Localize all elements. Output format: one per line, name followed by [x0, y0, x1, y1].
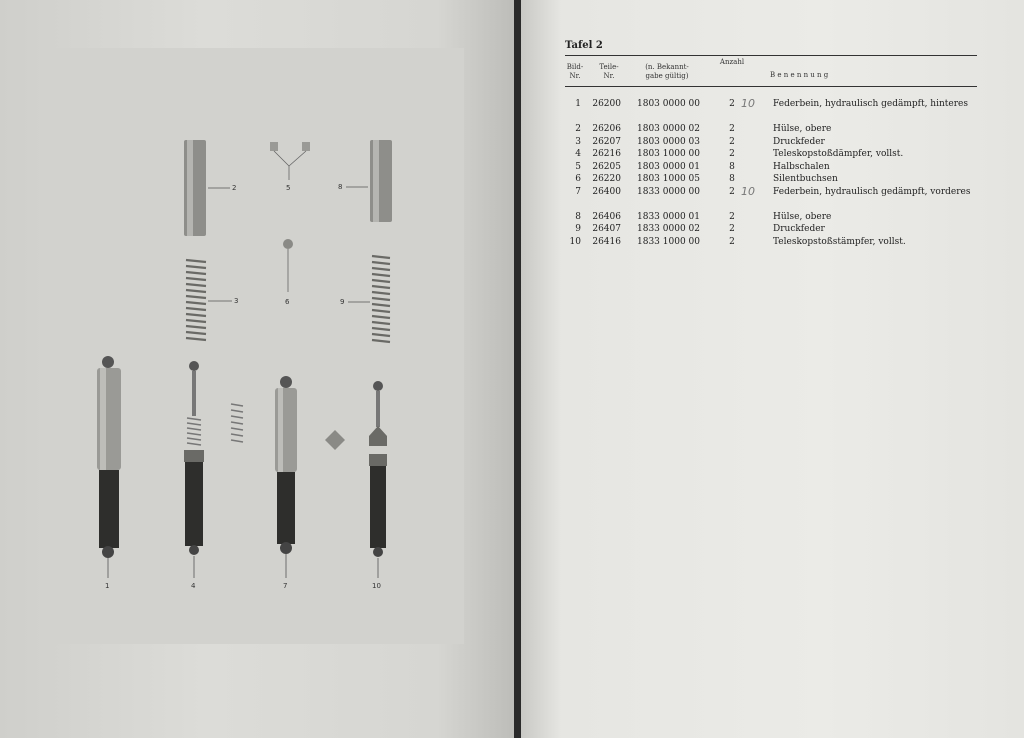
- cell-nr: 1833 0000 01: [637, 211, 700, 222]
- table-row: [565, 211, 985, 224]
- small-spring: [231, 404, 243, 442]
- book-gutter: [514, 0, 521, 738]
- cell-anzahl: 2: [729, 124, 735, 134]
- header-teile: Teile- Nr.: [599, 63, 619, 80]
- cell-benennung: Federbein, hydraulisch gedämpft, hinteres: [773, 99, 968, 109]
- cell-nr: 1833 1000 00: [637, 236, 700, 247]
- cell-teil: 26406: [592, 211, 621, 222]
- parts-illustration: [44, 48, 464, 644]
- header-rule-top: [565, 55, 977, 56]
- cell-teil: 26416: [592, 236, 621, 247]
- label-8: 8: [338, 183, 343, 191]
- cell-bild: 9: [575, 224, 581, 234]
- parts-table: [565, 98, 985, 248]
- damper-part-4: [184, 361, 204, 555]
- cell-anzahl: 2: [729, 149, 735, 159]
- cell-nr: 1803 0000 01: [637, 161, 700, 172]
- header-bekannt: (n. Bekannt- gabe gültig): [645, 63, 689, 80]
- table-row: [565, 123, 985, 136]
- cell-anzahl: 2: [729, 236, 735, 247]
- cell-benennung: Teleskopstoßstämpfer, vollst.: [773, 236, 906, 247]
- label-1: 1: [105, 582, 110, 590]
- page-title: Tafel 2: [565, 40, 603, 51]
- cell-anzahl: 2: [729, 99, 735, 109]
- cell-bild: 6: [575, 174, 581, 184]
- cell-benennung: Silentbuchsen: [773, 174, 838, 184]
- spring-part-9: [372, 256, 390, 342]
- header-rule-bottom: [565, 86, 977, 87]
- cell-bild: 8: [575, 211, 581, 222]
- cell-nr: 1803 0000 02: [637, 124, 700, 134]
- table-row: [565, 223, 985, 236]
- cell-anzahl: 2: [729, 186, 735, 197]
- handwritten-note: 10: [741, 184, 755, 198]
- cell-nr: 1833 0000 00: [637, 186, 700, 197]
- table-row: [565, 186, 985, 211]
- small-bushing: [325, 430, 345, 450]
- cell-nr: 1803 1000 05: [637, 174, 700, 184]
- cell-bild: 2: [575, 124, 581, 134]
- cell-teil: 26207: [592, 136, 621, 147]
- cell-nr: 1803 0000 00: [637, 99, 700, 109]
- cell-nr: 1803 0000 03: [637, 136, 700, 147]
- damper-part-7: [275, 376, 297, 554]
- cell-anzahl: 2: [729, 224, 735, 234]
- cell-anzahl: 8: [729, 161, 735, 172]
- cell-bild: 5: [575, 161, 581, 172]
- table-row: [565, 148, 985, 161]
- cell-benennung: Druckfeder: [773, 136, 825, 147]
- table-row: [565, 161, 985, 174]
- cell-bild: 7: [575, 186, 581, 197]
- handwritten-note: 10: [741, 97, 755, 110]
- cell-nr: 1833 0000 02: [637, 224, 700, 234]
- cell-teil: 26407: [592, 224, 621, 234]
- label-2: 2: [232, 184, 237, 192]
- cell-teil: 26220: [592, 174, 621, 184]
- cell-anzahl: 8: [729, 174, 735, 184]
- cell-bild: 3: [575, 136, 581, 147]
- cell-teil: 26205: [592, 161, 621, 172]
- label-10: 10: [372, 582, 381, 590]
- cell-benennung: Druckfeder: [773, 224, 825, 234]
- table-row: [565, 173, 985, 186]
- bushing-part-6: [283, 239, 293, 249]
- parts-drawing: [44, 48, 464, 644]
- label-6: 6: [285, 298, 290, 306]
- cell-bild: 10: [569, 236, 581, 247]
- cell-benennung: Hülse, obere: [773, 211, 832, 222]
- cell-anzahl: 2: [729, 136, 735, 147]
- damper-part-1: [97, 356, 121, 558]
- cell-teil: 26200: [592, 99, 621, 109]
- table-row: [565, 236, 985, 249]
- table-row: [565, 98, 985, 123]
- cell-bild: 1: [575, 99, 581, 109]
- cell-anzahl: 2: [729, 211, 735, 222]
- header-anzahl: Anzahl: [719, 58, 745, 66]
- cell-benennung: Teleskopstoßdämpfer, vollst.: [773, 149, 904, 159]
- spring-part-3: [186, 260, 206, 340]
- cell-nr: 1803 1000 00: [637, 149, 700, 159]
- cell-benennung: Halbschalen: [773, 161, 830, 172]
- cell-teil: 26206: [592, 124, 621, 134]
- label-5: 5: [286, 184, 291, 192]
- cell-teil: 26400: [592, 186, 621, 197]
- header-benennung: B e n e n n u n g: [770, 71, 829, 79]
- label-3: 3: [234, 297, 239, 305]
- half-shells-part-5: [270, 142, 278, 151]
- label-7: 7: [283, 582, 288, 590]
- cell-benennung: Federbein, hydraulisch gedämpft, vorderes: [773, 186, 971, 197]
- label-4: 4: [191, 582, 196, 590]
- table-row: [565, 136, 985, 149]
- damper-part-10: [369, 381, 387, 557]
- label-9: 9: [340, 298, 345, 306]
- cell-bild: 4: [575, 149, 581, 159]
- cell-benennung: Hülse, obere: [773, 124, 832, 134]
- header-bild: Bild- Nr.: [566, 63, 584, 80]
- cell-teil: 26216: [592, 149, 621, 159]
